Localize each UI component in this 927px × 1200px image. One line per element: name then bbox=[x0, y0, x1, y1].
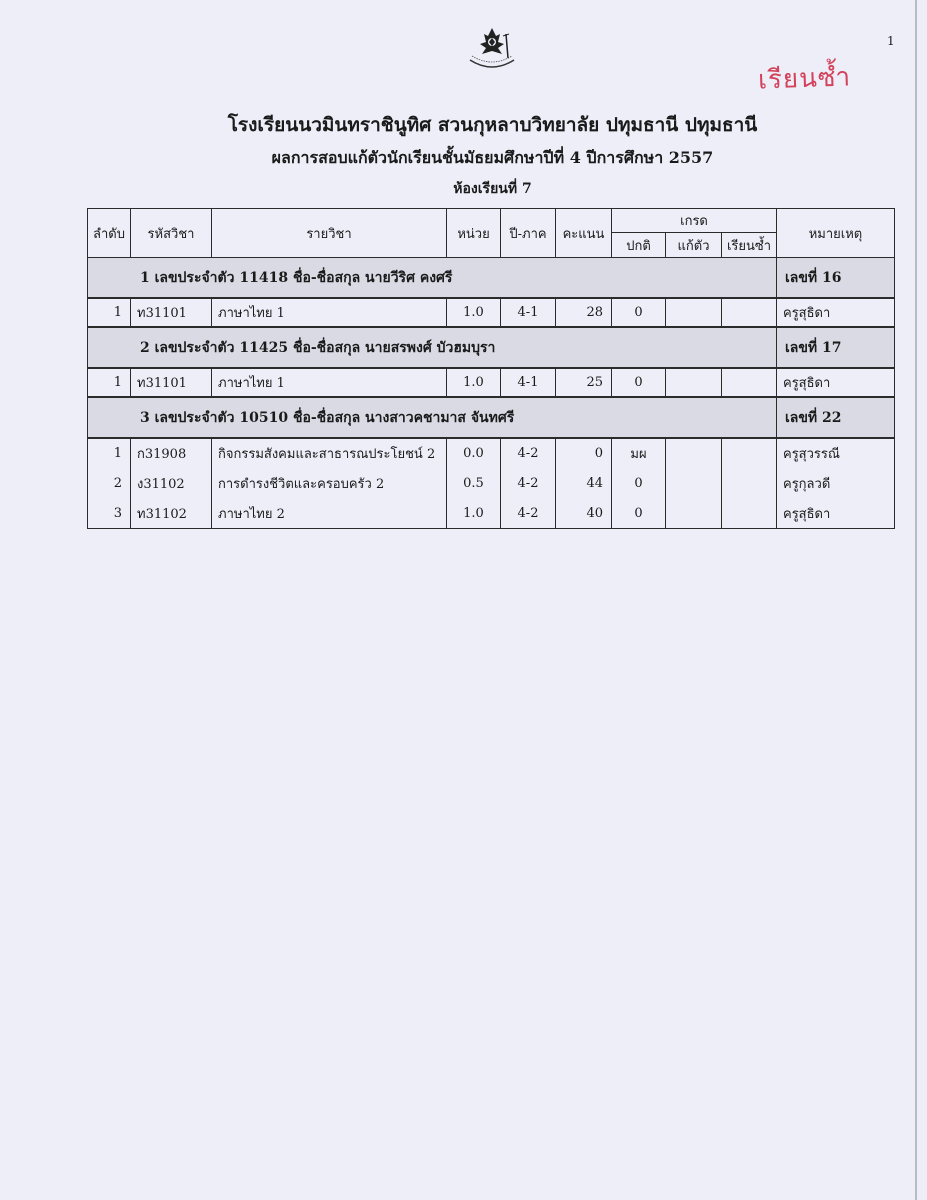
row-grade-fix-cell bbox=[666, 369, 722, 397]
row-grade-repeat-cell bbox=[722, 439, 777, 469]
row-grade-normal-cell: มผ bbox=[612, 439, 666, 469]
row-subject-cell: การดำรงชีวิตและครอบครัว 2 bbox=[212, 469, 447, 499]
col-term-header: ปี-ภาค bbox=[501, 209, 556, 258]
page-number: 1 bbox=[887, 34, 895, 48]
col-score-header: คะแนน bbox=[556, 209, 612, 258]
row-code-cell: ง31102 bbox=[131, 469, 212, 499]
student-info: 1 เลขประจำตัว 11418 ชื่อ-ชื่อสกุล นายวีริศ คงศรี bbox=[88, 258, 777, 298]
row-score-cell: 0 bbox=[556, 439, 612, 469]
col-code-header: รหัสวิชา bbox=[131, 209, 212, 258]
row-score-cell: 25 bbox=[556, 369, 612, 397]
row-order-cell: 1 bbox=[88, 439, 131, 469]
row-term-cell: 4-1 bbox=[501, 299, 556, 327]
row-order-cell: 2 bbox=[88, 469, 131, 499]
row-remark-cell: ครูกุลวดี bbox=[777, 469, 895, 499]
row-remark-cell: ครูสุธิดา bbox=[777, 299, 895, 327]
table-row bbox=[88, 369, 895, 397]
row-score-cell: 28 bbox=[556, 299, 612, 327]
row-unit-cell: 0.0 bbox=[447, 439, 501, 469]
table-row bbox=[88, 499, 895, 529]
table-row bbox=[88, 299, 895, 327]
row-unit-cell: 1.0 bbox=[447, 499, 501, 529]
col-grade-fix-header: แก้ตัว bbox=[666, 233, 722, 258]
row-code-cell: ท31101 bbox=[131, 299, 212, 327]
row-remark-cell: ครูสุธิดา bbox=[777, 369, 895, 397]
report-subtitle: ผลการสอบแก้ตัวนักเรียนชั้นมัธยมศึกษาปีที่ 4 ปีการศึกษา 2557 bbox=[271, 148, 714, 167]
col-order-header: ลำดับ bbox=[88, 209, 131, 258]
col-grade-normal-header: ปกติ bbox=[612, 233, 666, 258]
row-order-cell: 1 bbox=[88, 299, 131, 327]
student-number: เลขที่ 16 bbox=[777, 258, 895, 298]
row-code-cell: ท31102 bbox=[131, 499, 212, 529]
grades-table bbox=[87, 208, 895, 529]
row-grade-repeat-cell bbox=[722, 369, 777, 397]
row-term-cell: 4-2 bbox=[501, 469, 556, 499]
row-grade-fix-cell bbox=[666, 299, 722, 327]
row-grade-normal-cell: 0 bbox=[612, 469, 666, 499]
row-unit-cell: 0.5 bbox=[447, 469, 501, 499]
row-code-cell: ก31908 bbox=[131, 439, 212, 469]
row-subject-cell: ภาษาไทย 1 bbox=[212, 369, 447, 397]
row-grade-fix-cell bbox=[666, 499, 722, 529]
row-subject-cell: กิจกรรมสังคมและสาธารณประโยชน์ 2 bbox=[212, 439, 447, 469]
row-grade-normal-cell: 0 bbox=[612, 299, 666, 327]
table-row bbox=[88, 469, 895, 499]
student-header-row bbox=[88, 398, 895, 438]
row-unit-cell: 1.0 bbox=[447, 299, 501, 327]
repeat-class-stamp: เรียนซ้ำ bbox=[757, 62, 852, 96]
col-grade-repeat-header: เรียนซ้ำ bbox=[722, 233, 777, 258]
row-code-cell: ท31101 bbox=[131, 369, 212, 397]
student-header-row bbox=[88, 328, 895, 368]
row-remark-cell: ครูสุธิดา bbox=[777, 499, 895, 529]
col-subject-header: รายวิชา bbox=[212, 209, 447, 258]
row-unit-cell: 1.0 bbox=[447, 369, 501, 397]
row-subject-cell: ภาษาไทย 1 bbox=[212, 299, 447, 327]
row-order-cell: 3 bbox=[88, 499, 131, 529]
col-unit-header: หน่วย bbox=[447, 209, 501, 258]
row-grade-fix-cell bbox=[666, 469, 722, 499]
row-grade-fix-cell bbox=[666, 439, 722, 469]
row-score-cell: 44 bbox=[556, 469, 612, 499]
row-term-cell: 4-2 bbox=[501, 439, 556, 469]
row-order-cell: 1 bbox=[88, 369, 131, 397]
row-term-cell: 4-1 bbox=[501, 369, 556, 397]
row-term-cell: 4-2 bbox=[501, 499, 556, 529]
student-info: 3 เลขประจำตัว 10510 ชื่อ-ชื่อสกุล นางสาวคชามาส จันทศรี bbox=[88, 398, 777, 438]
student-number: เลขที่ 22 bbox=[777, 398, 895, 438]
row-grade-repeat-cell bbox=[722, 299, 777, 327]
row-subject-cell: ภาษาไทย 2 bbox=[212, 499, 447, 529]
student-number: เลขที่ 17 bbox=[777, 328, 895, 368]
student-info: 2 เลขประจำตัว 11425 ชื่อ-ชื่อสกุล นายสรพงศ์ บัวฮมบุรา bbox=[88, 328, 777, 368]
row-grade-repeat-cell bbox=[722, 499, 777, 529]
col-remark-header: หมายเหตุ bbox=[777, 209, 895, 258]
row-grade-normal-cell: 0 bbox=[612, 369, 666, 397]
row-grade-normal-cell: 0 bbox=[612, 499, 666, 529]
row-score-cell: 40 bbox=[556, 499, 612, 529]
table-row bbox=[88, 439, 895, 469]
row-remark-cell: ครูสุวรรณี bbox=[777, 439, 895, 469]
school-title: โรงเรียนนวมินทราชินูทิศ สวนกุหลาบวิทยาลัย ปทุมธานี ปทุมธานี bbox=[227, 114, 758, 136]
room-label: ห้องเรียนที่ 7 bbox=[453, 181, 532, 197]
school-emblem-icon bbox=[462, 24, 522, 70]
row-grade-repeat-cell bbox=[722, 469, 777, 499]
col-grade-header: เกรด bbox=[612, 209, 777, 233]
student-header-row bbox=[88, 258, 895, 298]
